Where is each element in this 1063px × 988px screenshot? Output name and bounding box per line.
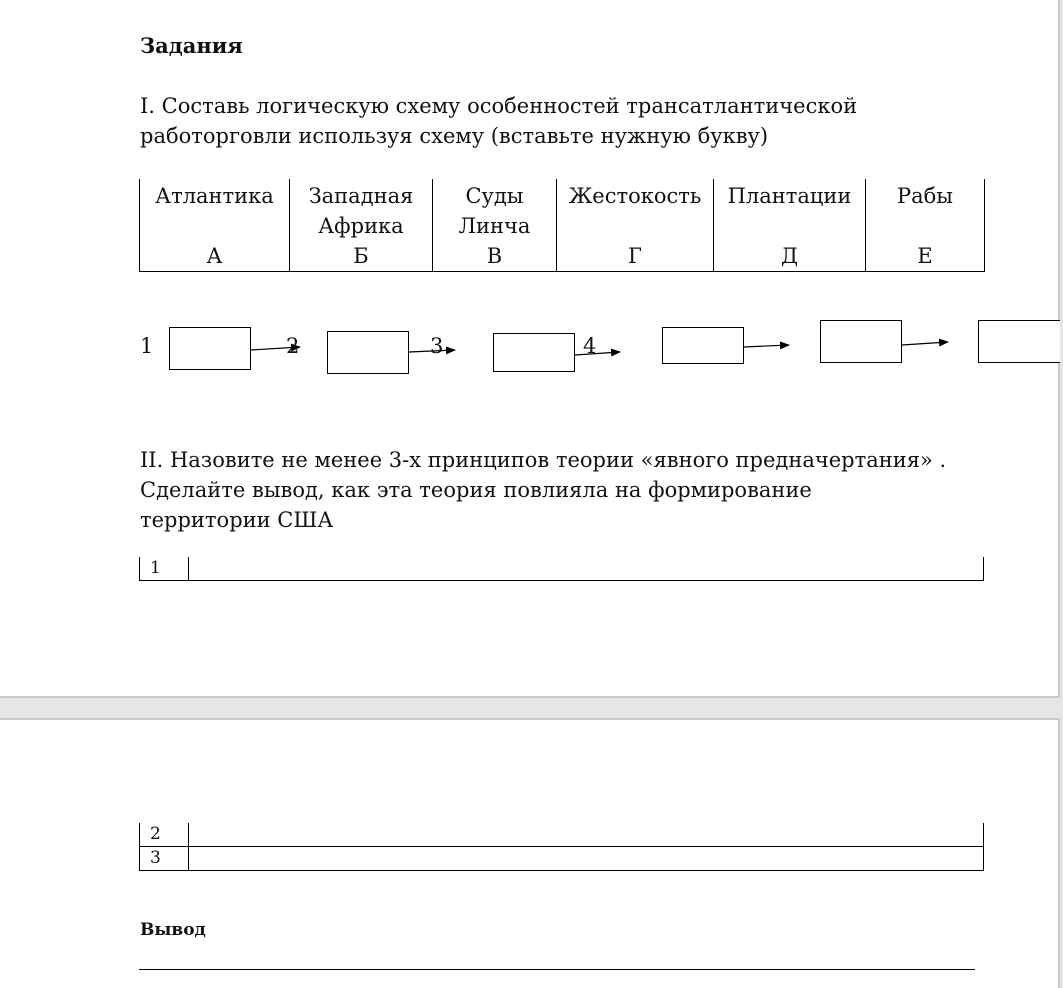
chain-number: 3 <box>430 334 444 358</box>
principles-table-part2 <box>139 823 984 871</box>
document-page-2 <box>0 718 1060 988</box>
option-letter-cell: Б <box>290 241 433 272</box>
option-letter-cell: А <box>140 241 290 272</box>
task2-line3: территории США <box>140 508 334 532</box>
option-name-cell: Жестокость <box>557 179 714 241</box>
principles-table-part1 <box>139 557 984 581</box>
task1-line1: I. Составь логическую схему особенностей трансатлантической <box>140 94 858 118</box>
answer-cell[interactable] <box>189 557 984 581</box>
option-name-cell: Суды Линча <box>433 179 557 241</box>
task1-line2: работорговли используя схему (вставьте нужную букву) <box>140 124 769 148</box>
table-row <box>140 847 984 871</box>
arrow-5 <box>902 342 948 345</box>
conclusion-label: Вывод <box>140 920 206 940</box>
option-name-cell: Западная Африка <box>290 179 433 241</box>
answer-cell[interactable] <box>189 847 984 871</box>
option-letter-cell: Д <box>714 241 866 272</box>
option-letter-cell: Г <box>557 241 714 272</box>
section-title: Задания <box>140 33 243 58</box>
row-number: 1 <box>140 557 189 581</box>
row-number: 2 <box>140 823 189 847</box>
answer-cell[interactable] <box>189 823 984 847</box>
chain-number: 4 <box>583 334 597 358</box>
chain-number: 2 <box>286 334 300 358</box>
conclusion-answer-line[interactable] <box>139 969 975 970</box>
row-number: 3 <box>140 847 189 871</box>
option-name-cell: Рабы <box>866 179 985 241</box>
option-name-cell: Плантации <box>714 179 866 241</box>
arrow-4 <box>744 345 789 347</box>
task2-line2: Сделайте вывод, как эта теория повлияла на формирование <box>140 478 812 502</box>
table-row <box>140 823 984 847</box>
table-row <box>140 557 984 581</box>
task2-line1: II. Назовите не менее 3-х принципов теории «явного предначертания» . <box>140 448 947 472</box>
option-name-cell: Атлантика <box>140 179 290 241</box>
arrow-3 <box>575 352 620 355</box>
option-letter-cell: Е <box>866 241 985 272</box>
option-letter-cell: В <box>433 241 557 272</box>
chain-number: 1 <box>140 334 154 358</box>
